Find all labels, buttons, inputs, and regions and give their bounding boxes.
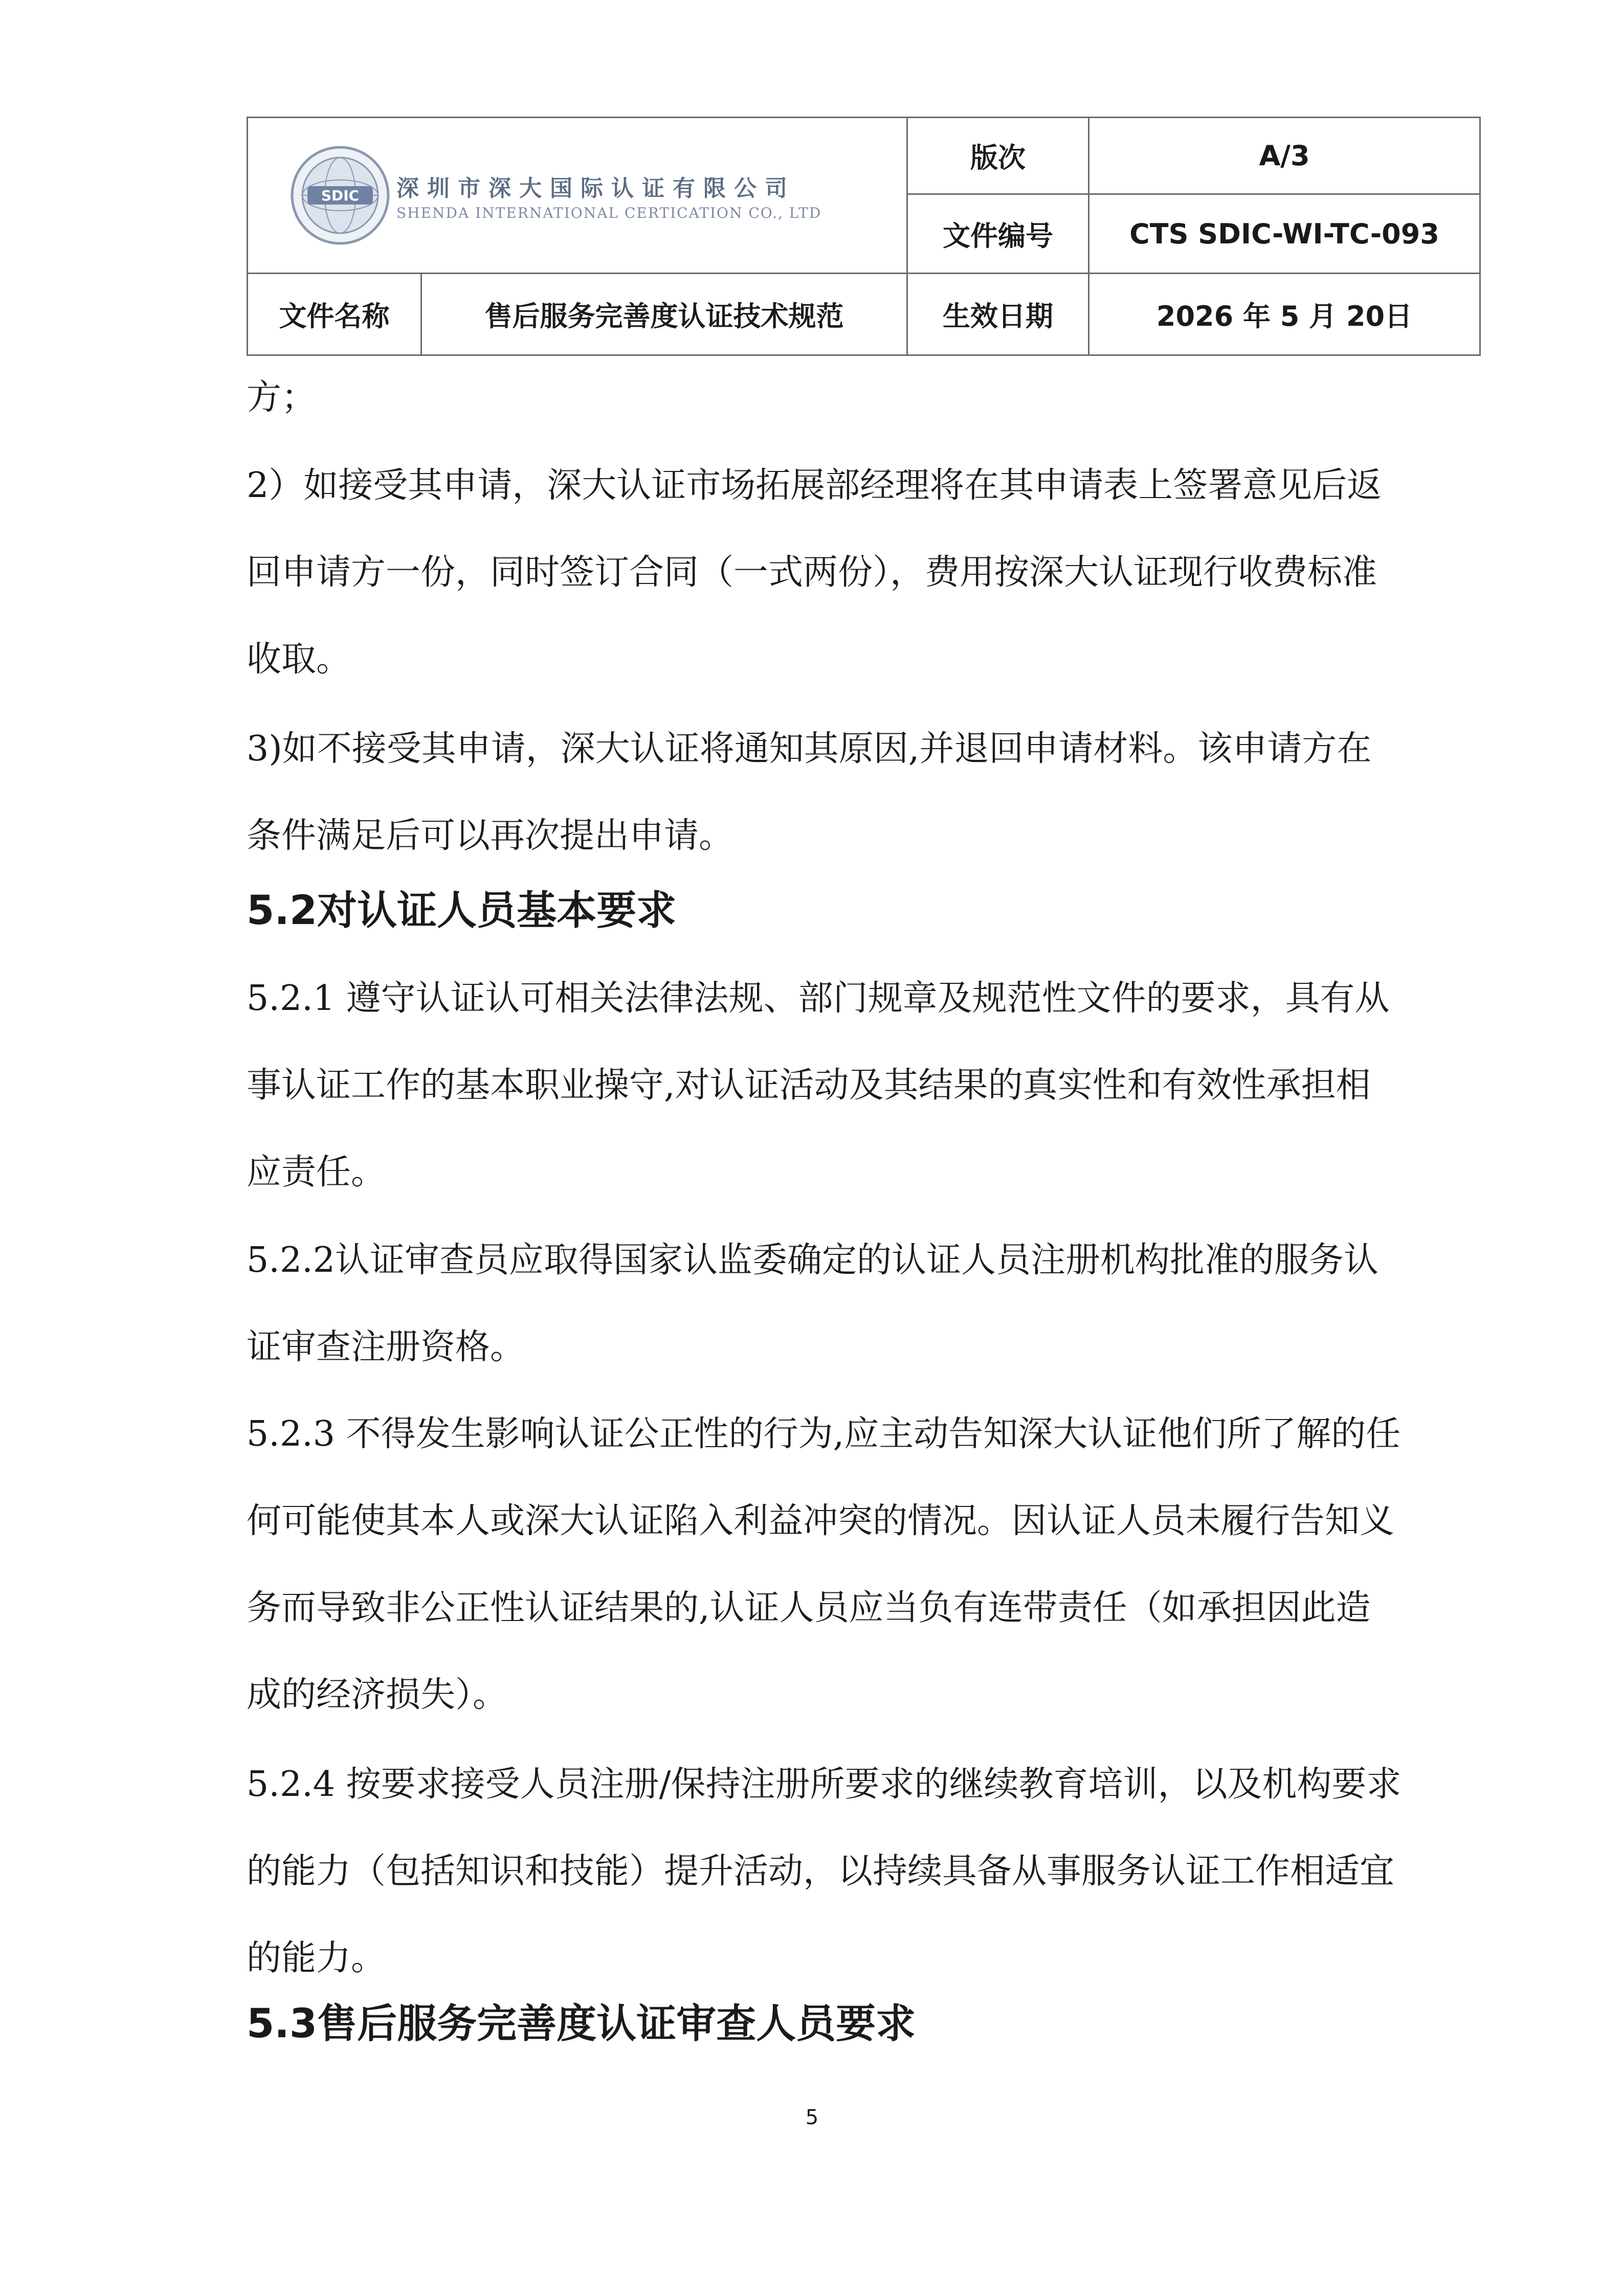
paragraph-5-2-1: 5.2.1 遵守认证认可相关法律法规、部门规章及规范性文件的要求，具有从事认证工作的基本职业操守,对认证活动及其结果的真实性和有效性承担相应责任。 bbox=[247, 978, 1390, 1192]
version-label: 版次 bbox=[907, 118, 1089, 194]
version-value: A/3 bbox=[1089, 118, 1480, 194]
company-name-en: SHENDA INTERNATIONAL CERTICATION CO., LTD bbox=[396, 204, 822, 221]
effective-date-label: 生效日期 bbox=[907, 274, 1089, 355]
page-number: 5 bbox=[805, 2106, 819, 2129]
section-heading-5-2: 5.2对认证人员基本要求 bbox=[247, 888, 677, 934]
effective-date-value: 2026 年 5 月 20日 bbox=[1089, 274, 1480, 355]
logo-mark-text: SDIC bbox=[321, 187, 360, 204]
paragraph-5-2-2: 5.2.2认证审查员应取得国家认监委确定的认证人员注册机构批准的服务认证审查注册资格。 bbox=[247, 1240, 1379, 1367]
doc-name-label: 文件名称 bbox=[248, 274, 421, 355]
company-logo-cell bbox=[248, 118, 907, 274]
section-heading-5-3: 5.3售后服务完善度认证审查人员要求 bbox=[247, 2001, 916, 2047]
document-header-table bbox=[247, 117, 1481, 356]
paragraph-continuation: 方； bbox=[247, 377, 317, 418]
doc-number-label: 文件编号 bbox=[907, 194, 1089, 274]
paragraph-5-2-3: 5.2.3 不得发生影响认证公正性的行为,应主动告知深大认证他们所了解的任何可能使其本人或深大认证陷入利益冲突的情况。因认证人员未履行告知义务而导致非公正性认证结果的,认证人员应当负有连带责任（如承担因此造成的经济损失）。 bbox=[247, 1414, 1401, 1715]
paragraph-item-3: 3)如不接受其申请，深大认证将通知其原因,并退回申请材料。该申请方在条件满足后可以再次提出申请。 bbox=[247, 729, 1372, 856]
doc-number-value: CTS SDIC-WI-TC-093 bbox=[1089, 194, 1480, 274]
doc-name-value: 售后服务完善度认证技术规范 bbox=[421, 274, 907, 355]
company-logo bbox=[289, 144, 391, 246]
paragraph-item-2: 2）如接受其申请，深大认证市场拓展部经理将在其申请表上签署意见后返回申请方一份，同时签订合同（一式两份），费用按深大认证现行收费标准收取。 bbox=[247, 465, 1382, 680]
paragraph-5-2-4: 5.2.4 按要求接受人员注册/保持注册所要求的继续教育培训，以及机构要求的能力（包括知识和技能）提升活动，以持续具备从事服务认证工作相适宜的能力。 bbox=[247, 1764, 1401, 1978]
company-name-cn: 深圳市深大国际认证有限公司 bbox=[396, 175, 795, 201]
